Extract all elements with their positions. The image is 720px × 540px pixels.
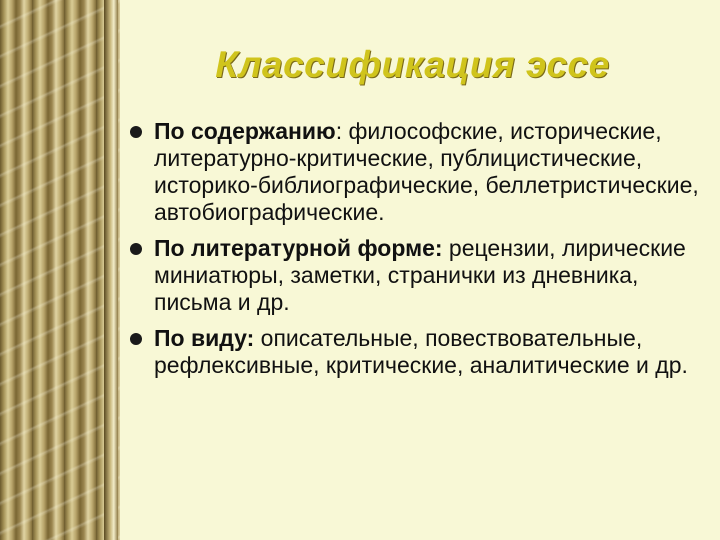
- bullet-icon: [130, 333, 142, 345]
- item-text: : философские, исторические, литературно-критические, публицистические, историко-библиографические, беллетристические, автобиографические.: [154, 118, 699, 225]
- list-item: [124, 325, 714, 379]
- decorative-gold-frame: [0, 0, 120, 540]
- bullet-icon: [130, 243, 142, 255]
- frame-edge: [104, 0, 118, 540]
- item-lead: По виду:: [154, 325, 255, 351]
- slide-title: Классификация эссе: [215, 44, 610, 85]
- item-text: описательные, повествовательные, рефлексивные, критические, аналитические и др.: [154, 325, 688, 378]
- item-lead: По литературной форме:: [154, 235, 443, 261]
- bullet-list: [124, 118, 714, 388]
- item-lead: По содержанию: [154, 118, 336, 144]
- item-text: рецензии, лирические миниатюры, заметки, странички из дневника, письма и др.: [154, 235, 686, 315]
- list-item: [124, 235, 714, 316]
- bullet-icon: [130, 126, 142, 138]
- list-item: [124, 118, 714, 226]
